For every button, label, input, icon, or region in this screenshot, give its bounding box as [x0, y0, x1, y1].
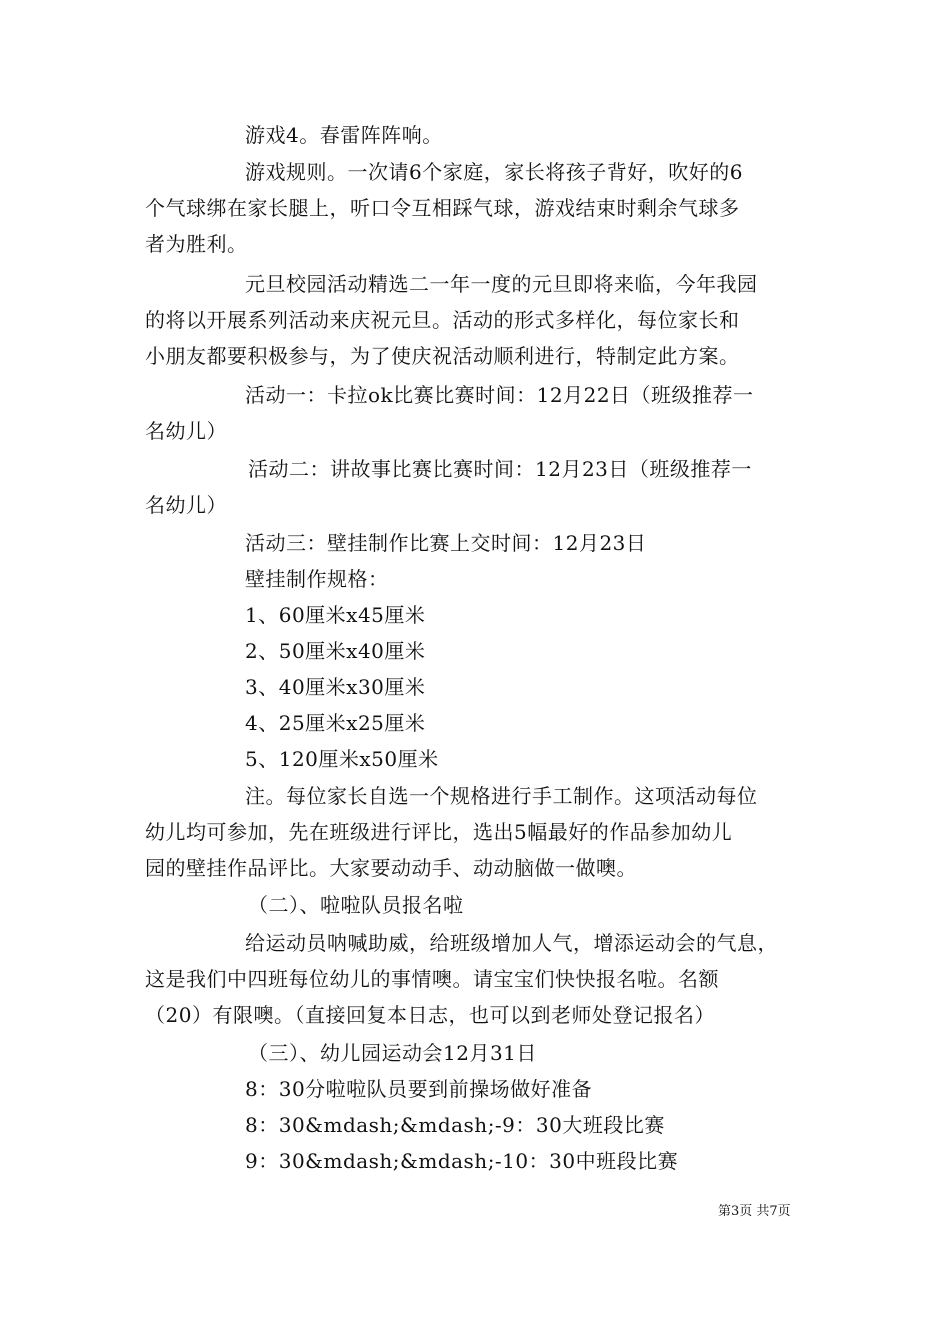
list-item: 1、60厘米x45厘米 — [245, 603, 426, 627]
list-item: 3、40厘米x30厘米 — [245, 675, 426, 699]
section-heading: （三）、幼儿园运动会12月31日 — [248, 1041, 537, 1065]
list-item: 2、50厘米x40厘米 — [245, 639, 426, 663]
paragraph-line: 园的壁挂作品评比。大家要动动手、动动脑做一做噢。 — [145, 856, 637, 880]
schedule-line: 9：30&mdash;&mdash;-10：30中班段比赛 — [245, 1149, 679, 1173]
paragraph-line: 活动一：卡拉ok比赛比赛时间：12月22日（班级推荐一 — [245, 383, 754, 407]
paragraph-line: 游戏规则。一次请6个家庭，家长将孩子背好，吹好的6 — [245, 160, 743, 184]
page-number: 第3页 共7页 — [718, 1204, 791, 1219]
paragraph-line: （20）有限噢。（直接回复本日志，也可以到老师处登记报名） — [145, 1003, 715, 1027]
paragraph-line: 小朋友都要积极参与，为了使庆祝活动顺利进行，特制定此方案。 — [145, 344, 740, 368]
paragraph-line: 个气球绑在家长腿上，听口令互相踩气球，游戏结束时剩余气球多 — [145, 196, 740, 220]
paragraph-line: 注。每位家长自选一个规格进行手工制作。这项活动每位 — [245, 784, 758, 808]
list-item: 4、25厘米x25厘米 — [245, 711, 426, 735]
paragraph-line: 游戏4。春雷阵阵响。 — [245, 123, 443, 147]
paragraph-line: 的将以开展系列活动来庆祝元旦。活动的形式多样化，每位家长和 — [145, 308, 740, 332]
paragraph-line: 活动三：壁挂制作比赛上交时间：12月23日 — [245, 531, 647, 555]
paragraph-line: 给运动员呐喊助威，给班级增加人气，增添运动会的气息， — [245, 931, 778, 955]
paragraph-line: 幼儿均可参加，先在班级进行评比，选出5幅最好的作品参加幼儿 — [145, 820, 733, 844]
section-heading: （二）、啦啦队员报名啦 — [248, 893, 464, 917]
paragraph-line: 名幼儿） — [145, 419, 227, 443]
paragraph-line: 元旦校园活动精选二一年一度的元旦即将来临，今年我园 — [245, 272, 758, 296]
paragraph-line: 这是我们中四班每位幼儿的事情噢。请宝宝们快快报名啦。名额 — [145, 967, 719, 991]
schedule-line: 8：30&mdash;&mdash;-9：30大班段比赛 — [245, 1113, 665, 1137]
list-item: 5、120厘米x50厘米 — [245, 747, 439, 771]
paragraph-line: 名幼儿） — [145, 493, 227, 517]
paragraph-line: 者为胜利。 — [145, 232, 248, 256]
paragraph-line: 壁挂制作规格： — [245, 567, 389, 591]
paragraph-line: 活动二：讲故事比赛比赛时间：12月23日（班级推荐一 — [248, 457, 752, 481]
schedule-line: 8：30分啦啦队员要到前操场做好准备 — [245, 1077, 593, 1101]
